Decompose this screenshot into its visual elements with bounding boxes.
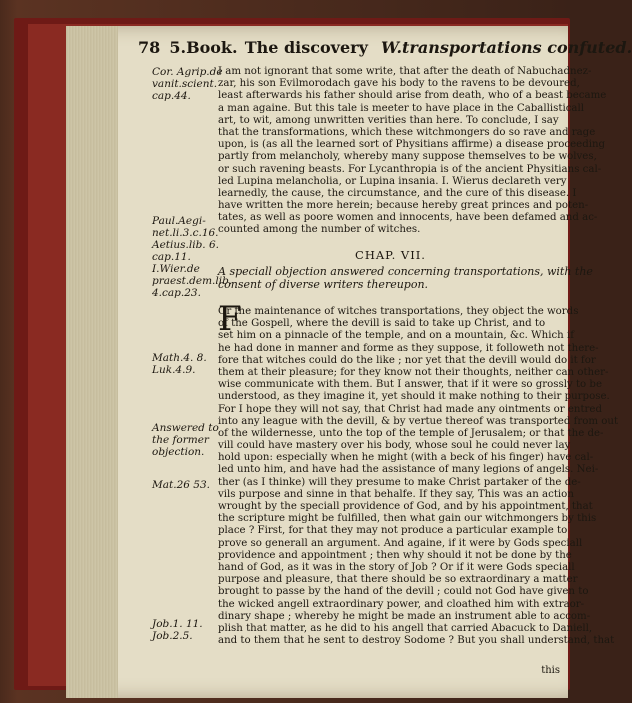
text-line: dinary shape ; whereby he might be made an instrument able to accom- — [218, 610, 591, 622]
text-line: I am not ignorant that some write, that after the death of Nabuchadnez- — [218, 66, 592, 77]
margin-note-line: Cor. Agrip.de — [152, 66, 223, 78]
text-line: vils purpose and sinne in that behalfe. If they say, This was an action — [218, 488, 574, 500]
margin-note-line: I.Wier.de — [152, 263, 200, 275]
chapter-number: CHAP. VII. — [355, 248, 426, 262]
margin-note-line: objection. — [152, 446, 205, 458]
text-line: he had done in manner and forme as they suppose, it followeth not there- — [218, 342, 599, 354]
text-line: For I hope they will not say, that Christ had made any ointments or entred — [218, 403, 602, 415]
running-title: W.transportations confuted. — [380, 38, 632, 57]
margin-note-line: Aetius.lib. 6. — [152, 239, 219, 251]
text-line: or such ravening beasts. For Lycanthropia is of the ancient Physitians cal- — [218, 163, 602, 175]
text-line: have written the more herein; because hereby great princes and poten- — [218, 200, 589, 212]
book-label: 5.Book. — [169, 38, 238, 57]
text-line: the scripture might be fulfilled, then what gain our witchmongers by this — [218, 513, 597, 525]
text-line: brought to passe by the hand of the devill ; could not God have given to — [218, 586, 589, 598]
text-line: led Lupina melancholia, or Lupina insania. I. Wierus declareth very — [218, 175, 567, 187]
text-line: Or the maintenance of witches transportations, they object the words — [218, 306, 579, 317]
text-line: providence and appointment ; then why should it not be done by the — [218, 549, 572, 561]
text-line: them at their pleasure; for they know not their thoughts, neither can other- — [218, 366, 609, 378]
margin-note-line: cap.11. — [152, 251, 191, 263]
margin-note-line: Paul.Aegi- — [152, 215, 206, 227]
chapter-title — [218, 265, 593, 291]
text-line: learnedly, the cause, the circumstance, and the cure of this disease. I — [218, 187, 577, 199]
text-line: plish that matter, as he did to his angell that carried Abacuck to Daniell, — [218, 622, 593, 634]
discovery-label: The discovery — [244, 38, 368, 57]
catchword: this — [541, 665, 560, 676]
running-header — [138, 38, 632, 60]
margin-note-line: praest.dem.lib. — [152, 275, 233, 287]
margin-note-answered — [152, 422, 224, 458]
text-line: the wicked angell extraordinary power, and cloathed him with extraor- — [218, 598, 585, 610]
text-line: least afterwards his father should arise from death, who of a beast became — [218, 90, 607, 102]
text-line: art, to wit, among unwritten verities than here. To conclude, I say — [218, 114, 559, 126]
text-line: into any league with the devill, & by vertue thereof was transported from out — [218, 415, 619, 427]
page-edges — [66, 26, 118, 698]
text-line: led unto him, and have had the assistance of many legions of angels. Nei- — [218, 464, 599, 476]
chapter-title-line: A speciall objection answered concerning transportations, with the — [218, 265, 593, 278]
paragraph-2 — [218, 299, 619, 647]
text-line: understood, as they imagine it, yet should it make nothing to their purpose. — [218, 391, 610, 403]
margin-note-line: the former — [152, 434, 209, 446]
text-line: partly from melancholy, whereby many suppose themselves to be wolves, — [218, 151, 597, 163]
text-line: counted among the number of witches. — [218, 224, 421, 236]
margin-note-line: Luk.4.9. — [152, 364, 196, 376]
text-line: ther (as I thinke) will they presume to make Christ partaker of the de- — [218, 476, 581, 488]
text-line: that the transformations, which these witchmongers do so rave and rage — [218, 126, 596, 138]
margin-note-paul — [152, 215, 233, 299]
text-line: wise communicate with them. But I answer, that if it were so grossly to be — [218, 379, 602, 391]
margin-note-line: Job.1. 11. — [152, 618, 203, 630]
chapter-title-line: consent of diverse writers thereupon. — [218, 278, 429, 291]
text-line: prove so generall an argument. And againe, if it were by Gods speciall — [218, 537, 583, 549]
margin-note-mat26 — [152, 479, 224, 491]
margin-note-line: net.li.3.c.16. — [152, 227, 219, 239]
margin-note-line: vanit.scient. — [152, 78, 218, 90]
margin-note-line: Mat.26 53. — [152, 479, 210, 491]
text-line: hand of God, as it was in the story of Job ? Or if it were Gods speciall — [218, 561, 575, 573]
text-line: zar, his son Evilmorodach gave his body to the ravens to be devoured, — [218, 78, 580, 90]
text-line: hold upon: especially when he might (with a beck of his finger) have cal- — [218, 452, 594, 464]
margin-note-cor — [152, 66, 224, 102]
text-line: and to them that he sent to destroy Sodome ? But you shall understand, that — [218, 635, 615, 647]
text-line: set him on a pinnacle of the temple, and on a mountain, &c. Which if — [218, 330, 574, 342]
text-line: purpose and pleasure, that there should be so extraordinary a matter — [218, 574, 578, 586]
text-line: fore that witches could do the like ; nor yet that the devill would do it for — [218, 354, 596, 366]
paragraph-1 — [218, 66, 607, 237]
text-line: of the Gospell, where the devill is said to take up Christ, and to — [218, 318, 546, 330]
text-line: a man againe. But this tale is meeter to have place in the Caballisticall — [218, 102, 585, 114]
margin-note-math — [152, 352, 224, 376]
margin-note-line: 4.cap.23. — [152, 287, 201, 299]
page-number: 78 — [138, 38, 161, 57]
text-block — [118, 30, 632, 690]
text-line: tates, as well as poore women and innocents, have been defamed and ac- — [218, 212, 598, 224]
margin-note-line: Math.4. 8. — [152, 352, 207, 364]
margin-note-line: cap.44. — [152, 90, 191, 102]
text-line: place ? First, for that they may not produce a particular example to — [218, 525, 568, 537]
text-line: upon, is (as all the learned sort of Physitians affirme) a disease proceeding — [218, 139, 606, 151]
text-line: wrought by the speciall providence of God, and by his appointment, that — [218, 501, 593, 512]
margin-note-job — [152, 618, 224, 642]
drop-capital: F — [218, 299, 242, 339]
text-line: vill could have mastery over his body, whose soul he could never lay — [218, 440, 571, 452]
text-line: of the wildernesse, unto the top of the temple of Jerusalem; or that the de- — [218, 427, 604, 439]
margin-note-line: Job.2.5. — [152, 630, 193, 642]
margin-note-line: Answered to — [152, 422, 219, 434]
